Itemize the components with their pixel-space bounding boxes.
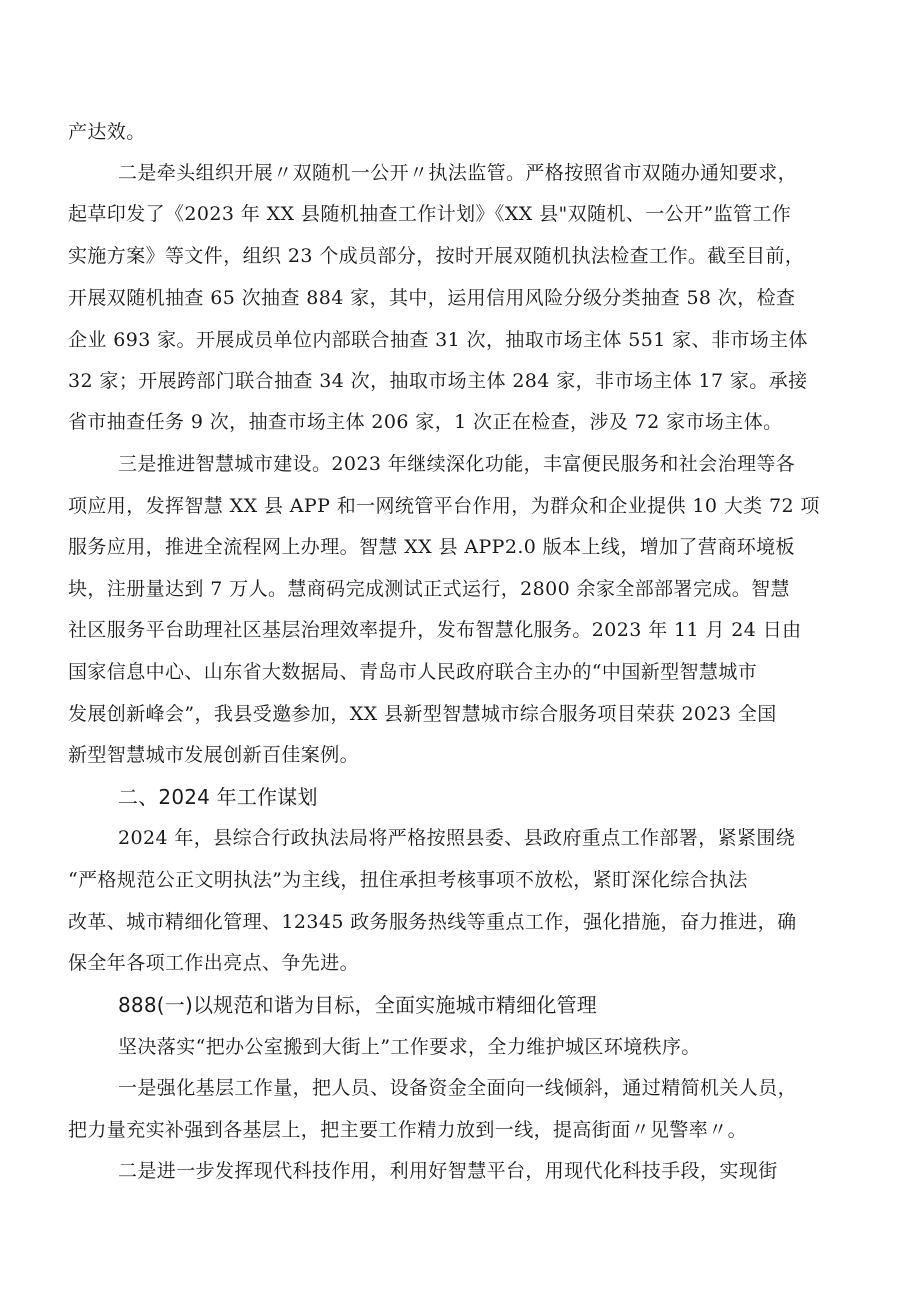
paragraph-line: 2024 年，县综合行政执法局将严格按照县委、县政府重点工作部署，紧紧围绕: [118, 827, 796, 849]
paragraph-line: 国家信息中心、山东省大数据局、青岛市人民政府联合主办的“中国新型智慧城市: [68, 661, 758, 683]
paragraph-line: 二是牵头组织开展〃双随机一公开〃执法监管。严格按照省市双随办通知要求，: [118, 162, 798, 184]
subsection-heading: 888(一)以规范和谐为目标，全面实施城市精细化管理: [118, 993, 597, 1017]
paragraph-line: 把力量充实补强到各基层上，把主要工作精力放到一线，提高街面〃见警率〃。: [68, 1119, 748, 1141]
paragraph-line: 省市抽查任务 9 次，抽查市场主体 206 家，1 次正在检查，涉及 72 家市场主体。: [68, 411, 783, 433]
paragraph-line: 三是推进智慧城市建设。2023 年继续深化功能，丰富便民服务和社会治理等各: [118, 453, 796, 475]
paragraph-line: 新型智慧城市发展创新百佳案例。: [68, 744, 360, 766]
paragraph-line: 坚决落实“把办公室搬到大街上”工作要求，全力维护城区环境秩序。: [118, 1036, 701, 1058]
paragraph-line: 起草印发了《2023 年 XX 县随机抽查工作计划》《XX 县"双随机、一公开”监管工作: [68, 203, 792, 225]
paragraph-line: 产达效。: [68, 121, 146, 143]
paragraph-line: 发展创新峰会”，我县受邀参加，XX 县新型智慧城市综合服务项目荣获 2023 全国: [68, 703, 777, 725]
paragraph-line: 项应用，发挥智慧 XX 县 APP 和一网统管平台作用，为群众和企业提供 10 大类 72 项: [68, 495, 820, 517]
paragraph-line: 一是强化基层工作量，把人员、设备资金全面向一线倾斜，通过精简机关人员，: [118, 1077, 798, 1099]
paragraph-line: 32 家；开展跨部门联合抽查 34 次，抽取市场主体 284 家，非市场主体 17 家。承接: [68, 370, 808, 392]
paragraph-line: 二是进一步发挥现代科技作用，利用好智慧平台，用现代化科技手段，实现街: [118, 1160, 778, 1182]
paragraph-line: 企业 693 家。开展成员单位内部联合抽查 31 次，抽取市场主体 551 家、非市场主体: [68, 329, 808, 351]
paragraph-line: 社区服务平台助理社区基层治理效率提升，发布智慧化服务。2023 年 11 月 24 日由: [68, 619, 802, 641]
section-heading: 二、2024 年工作谋划: [118, 785, 318, 809]
paragraph-line: 实施方案》等文件，组织 23 个成员部分，按时开展双随机执法检查工作。截至目前，: [68, 245, 805, 267]
paragraph-line: “严格规范公正文明执法”为主线，扭住承担考核事项不放松，紧盯深化综合执法: [68, 869, 748, 891]
paragraph-line: 块，注册量达到 7 万人。慧商码完成测试正式运行，2800 余家全部部署完成。智慧: [68, 578, 790, 600]
paragraph-line: 改革、城市精细化管理、12345 政务服务热线等重点工作，强化措施，奋力推进，确: [68, 911, 797, 933]
paragraph-line: 开展双随机抽查 65 次抽查 884 家，其中，运用信用风险分级分类抽查 58 次，检查: [68, 287, 796, 309]
paragraph-line: 保全年各项工作出亮点、争先进。: [68, 952, 360, 974]
paragraph-line: 服务应用，推进全流程网上办理。智慧 XX 县 APP2.0 版本上线，增加了营商环境板: [68, 536, 795, 558]
